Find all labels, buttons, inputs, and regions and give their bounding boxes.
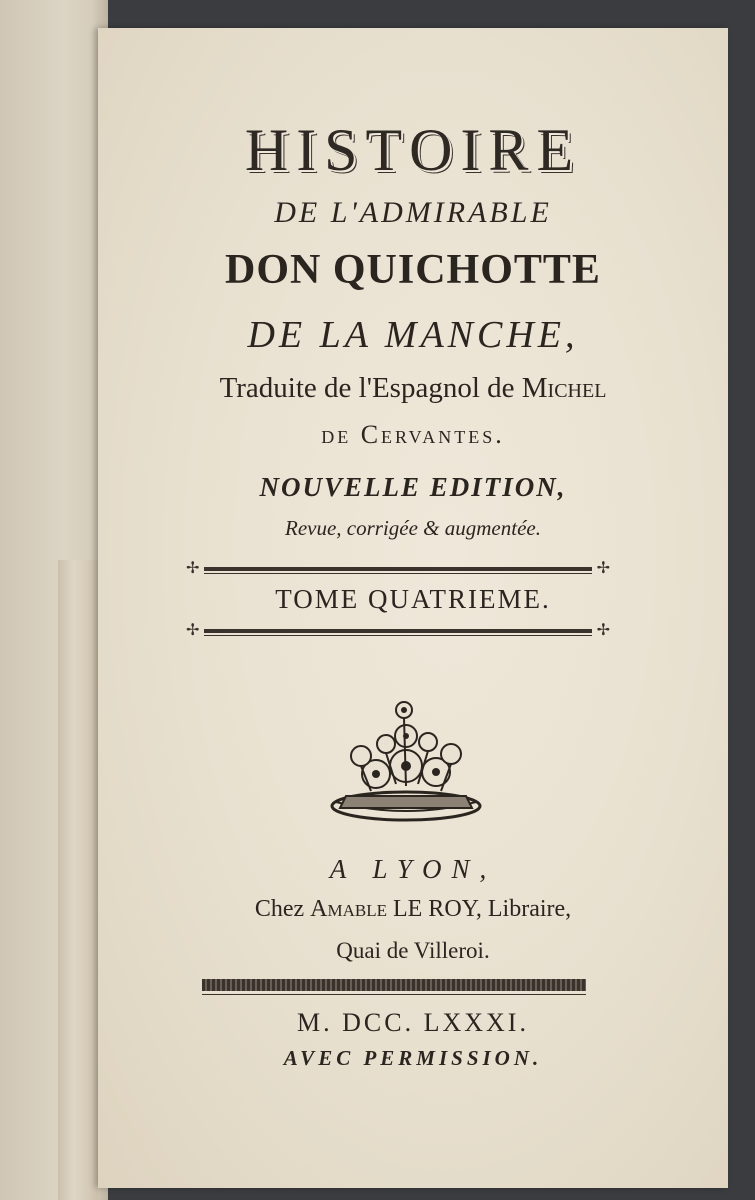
translator-line: [98, 372, 728, 405]
rule-flourish-left: ✢: [186, 560, 200, 577]
publisher-rest: LE ROY, Libraire,: [386, 896, 572, 922]
imprint-rule: [202, 979, 586, 993]
title-line-2: DE L'ADMIRABLE: [274, 196, 552, 229]
author-surname-line: de Cervantes.: [321, 420, 505, 449]
translator-text: Traduite de l'Espagnol de: [219, 372, 522, 404]
author-first-name: Michel: [521, 372, 607, 404]
imprint-publisher: [98, 896, 728, 923]
edition-note: Revue, corrigée & augmentée.: [285, 516, 541, 540]
imprint-rule-thin: [202, 994, 586, 995]
imprint-address: Quai de Villeroi.: [336, 938, 490, 963]
imprint-place: A LYON,: [329, 854, 497, 884]
imprint-year: M. DCC. LXXXI.: [297, 1008, 529, 1037]
ornamental-rule-bottom: [186, 622, 610, 639]
publisher-prefix: Chez: [254, 896, 311, 922]
edition-line: NOUVELLE EDITION,: [259, 472, 567, 502]
title-page: [98, 28, 728, 1188]
book-title: HISTOIRE: [244, 117, 582, 183]
ornamental-rule-top: [186, 560, 610, 577]
rule-flourish-left: ✢: [186, 622, 200, 639]
publisher-first-name: Amable: [310, 896, 387, 922]
volume-line: TOME QUATRIEME.: [275, 584, 551, 614]
imprint-permission: AVEC PERMISSION.: [283, 1046, 543, 1070]
flower-basket-ornament: [326, 696, 486, 826]
title-line-3: DON QUICHOTTE: [225, 247, 601, 293]
rule-flourish-right: ✢: [596, 622, 610, 639]
page-gutter: [58, 560, 98, 1200]
rule-flourish-right: ✢: [596, 560, 610, 577]
title-line-4: DE LA MANCHE,: [247, 314, 579, 356]
